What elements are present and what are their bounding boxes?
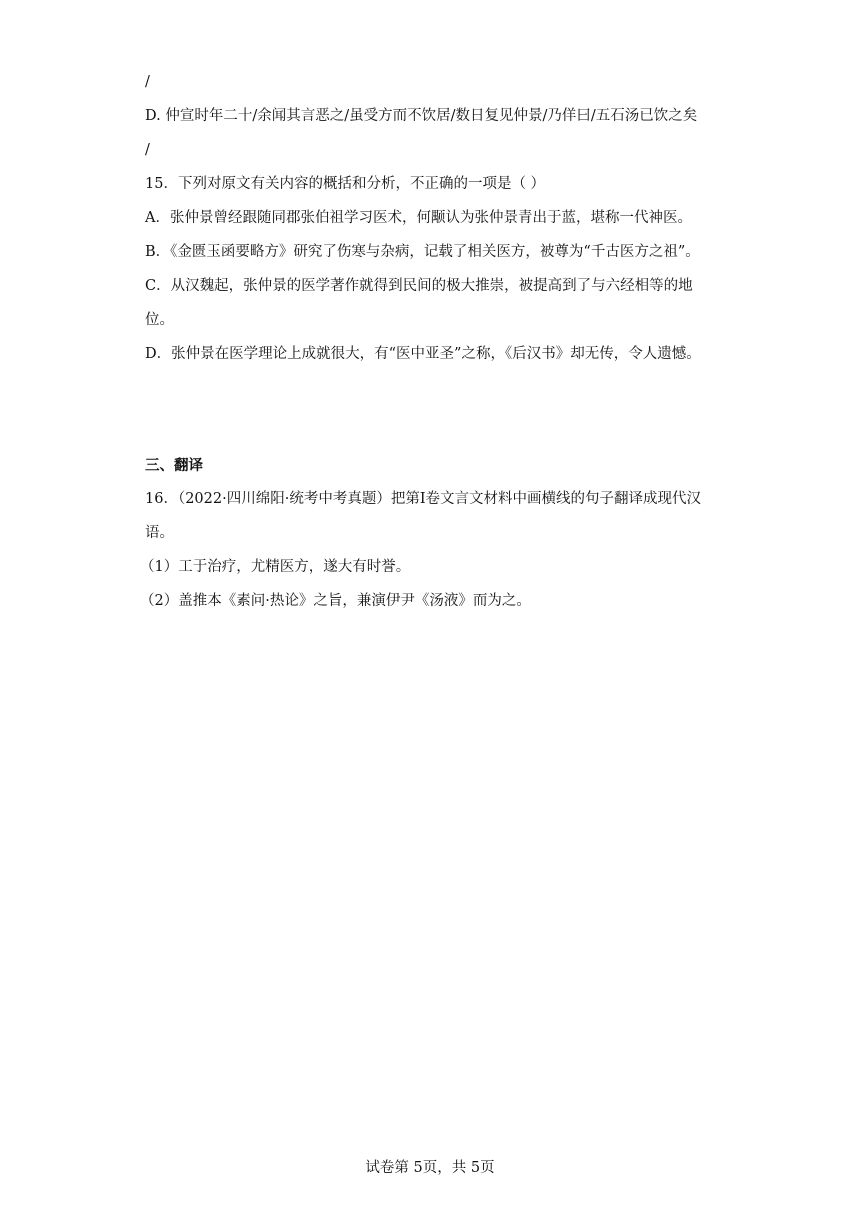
question-15-option-d: D．张仲景在医学理论上成就很大，有“医中亚圣”之称，《后汉书》却无传，令人遗憾。 [145, 346, 701, 362]
question-15-option-c-line2: 位。 [145, 312, 174, 328]
question-15-option-c-line1: C．从汉魏起，张仲景的医学著作就得到民间的极大推崇，被提高到了与六经相等的地 [145, 278, 693, 294]
option-d-q14: D. 仲宣时年二十/余闻其言恶之/虽受方而不饮居/数日复见仲景/乃佯曰/五石汤已饮之矣 [145, 108, 698, 124]
option-d-continuation: / [145, 142, 150, 158]
question-15-stem: 15．下列对原文有关内容的概括和分析，不正确的一项是（ ） [145, 176, 546, 192]
page-footer: 试卷第 5页，共 5页 [365, 1160, 495, 1176]
section-title-translation: 三、翻译 [145, 458, 203, 474]
question-15-option-b: B．《金匮玉函要略方》研究了伤寒与杂病，记载了相关医方，被尊为“千古医方之祖”。 [145, 244, 700, 260]
question-16-line1: 16．（2022·四川绵阳·统考中考真题）把第Ⅰ卷文言文材料中画横线的句子翻译成现代汉 [145, 491, 702, 507]
option-c-continuation: / [145, 74, 150, 90]
question-16-sentence-2: （2）盖推本《素问·热论》之旨，兼演伊尹《汤液》而为之。 [140, 593, 531, 609]
question-16-line2: 语。 [145, 525, 174, 541]
question-15-option-a: A．张仲景曾经跟随同郡张伯祖学习医术，何颙认为张仲景青出于蓝，堪称一代神医。 [145, 210, 692, 226]
question-16-sentence-1: （1）工于治疗，尤精医方，遂大有时誉。 [140, 559, 411, 575]
